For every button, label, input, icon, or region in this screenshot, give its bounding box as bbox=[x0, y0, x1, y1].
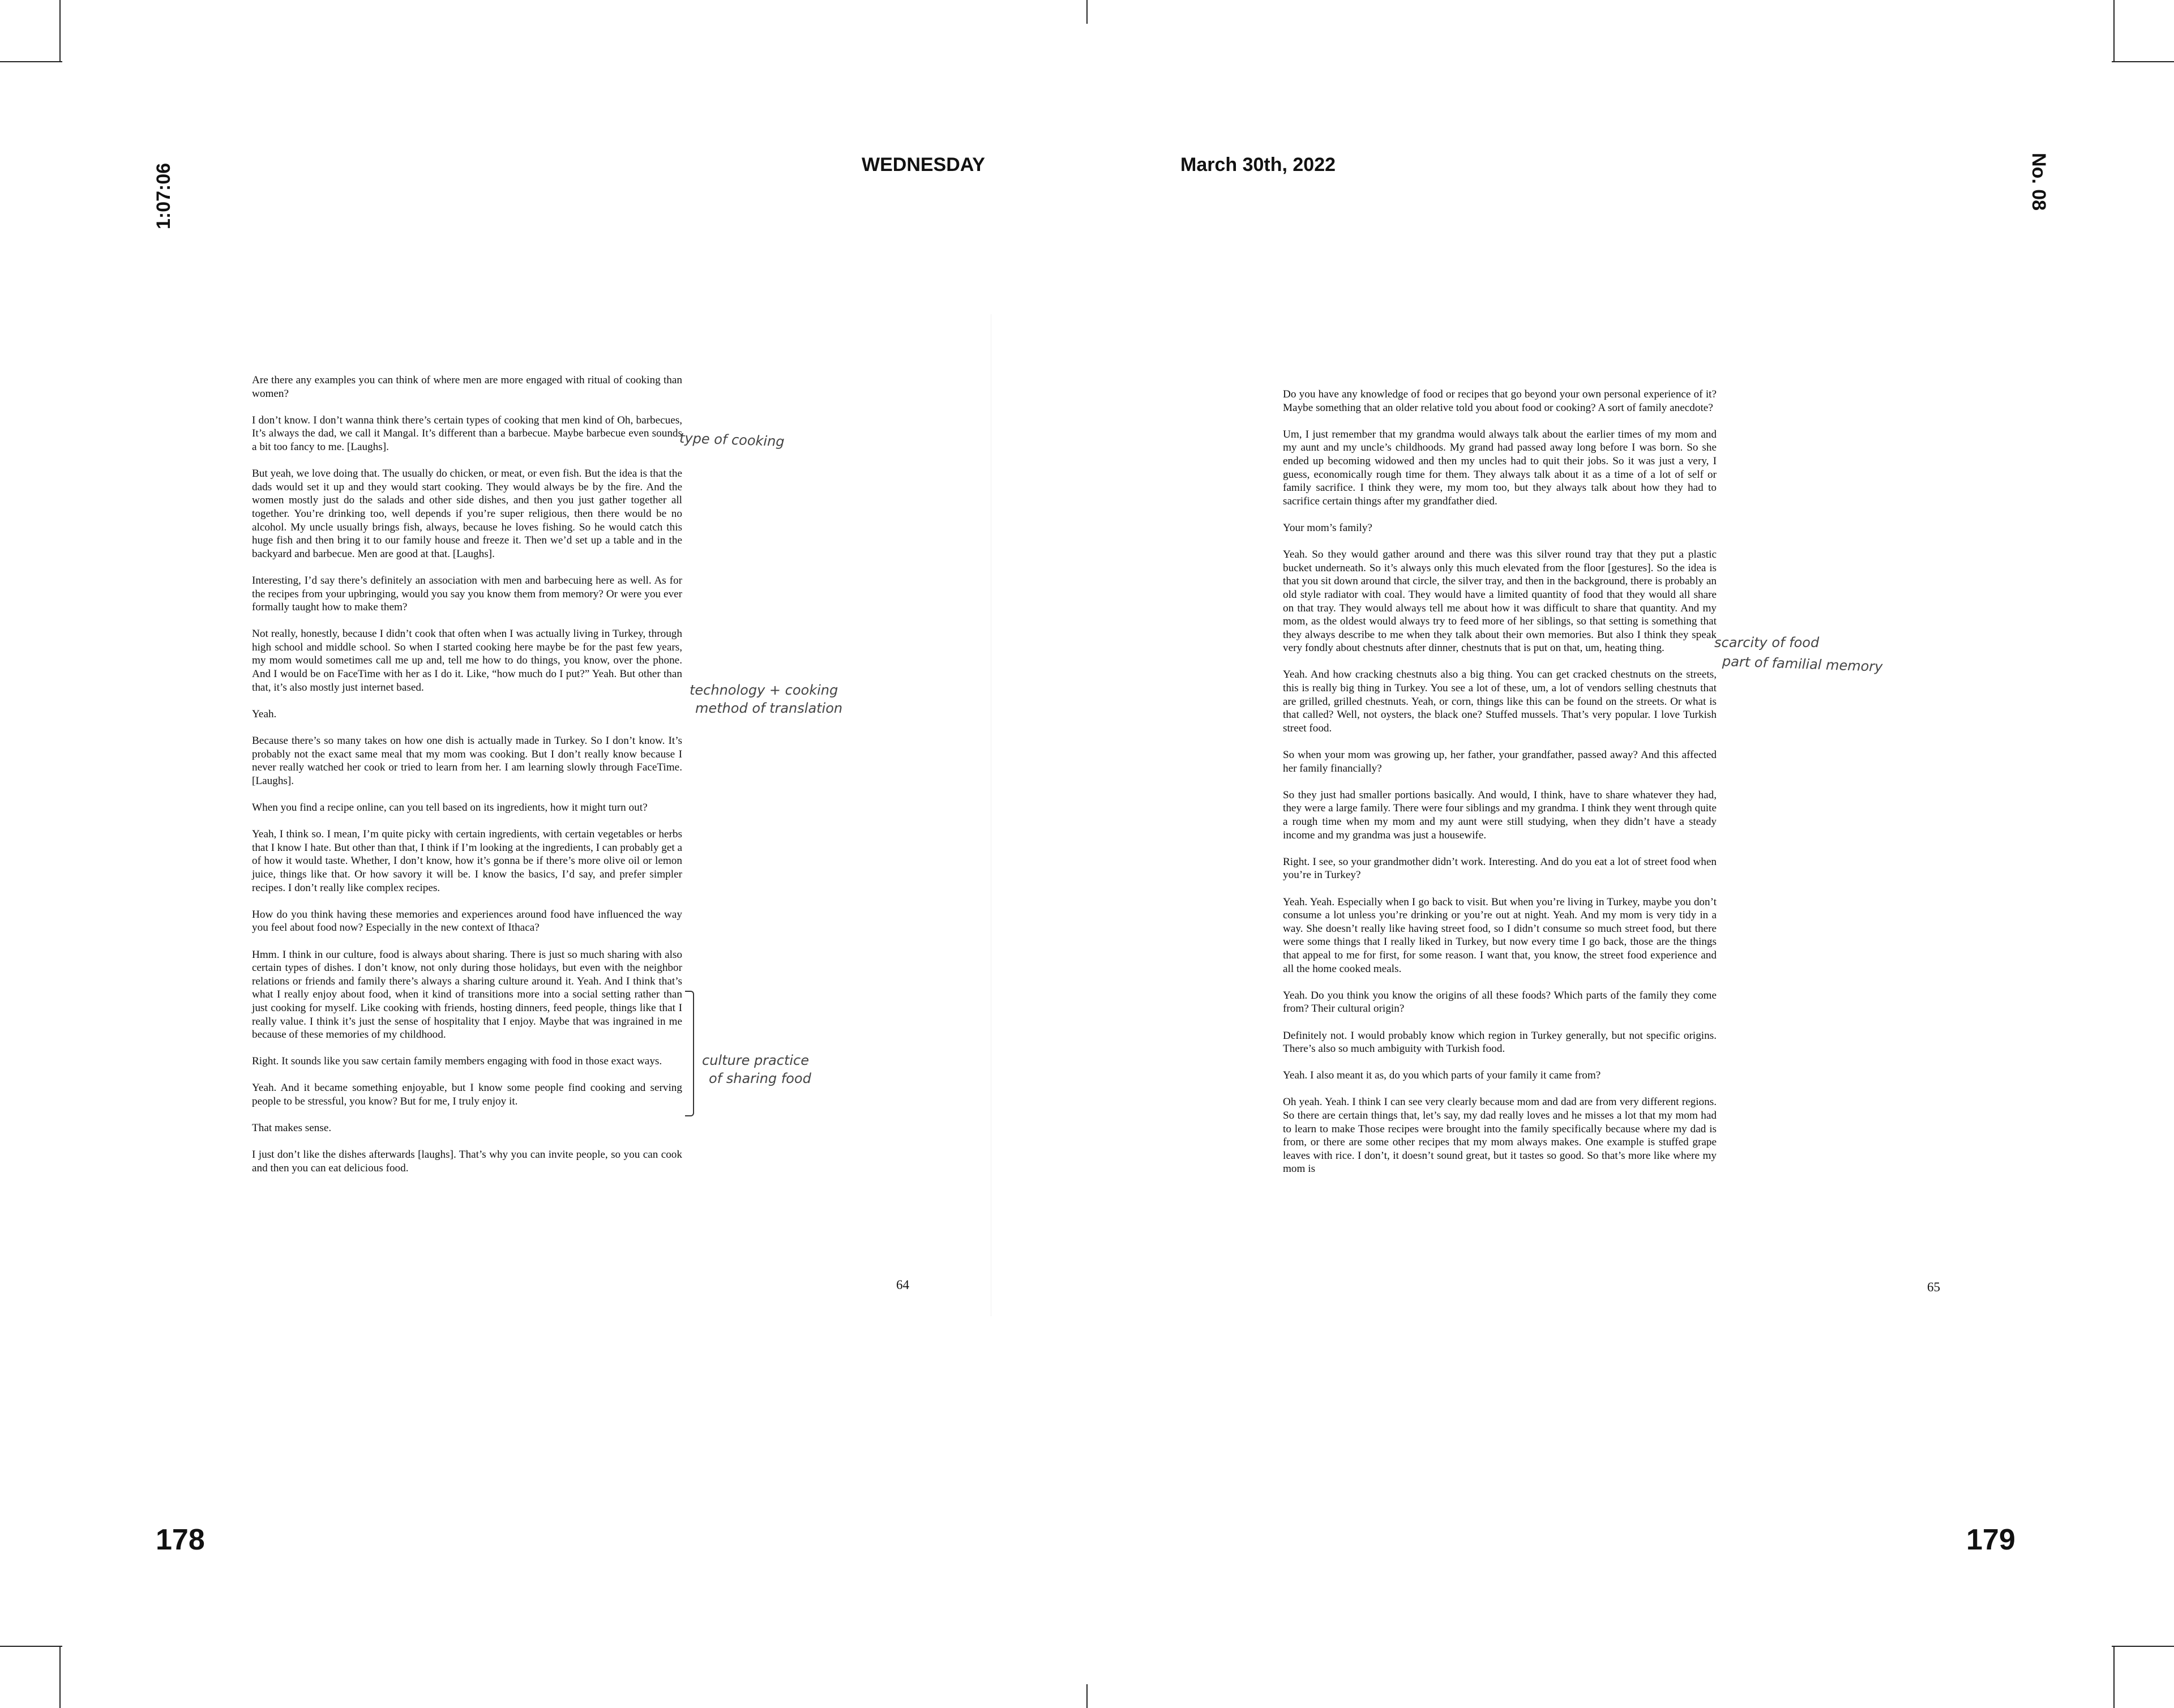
handwritten-note-scarcity: scarcity of food bbox=[1714, 635, 1820, 650]
paragraph: When you find a recipe online, can you tell based on its ingredients, how it might turn out? bbox=[252, 802, 648, 814]
handwritten-note-translation: method of translation bbox=[695, 700, 843, 716]
crop-mark bbox=[0, 1646, 62, 1647]
scan-page-number-right: 65 bbox=[1927, 1280, 1940, 1294]
handwritten-note-culture: culture practice bbox=[702, 1052, 809, 1068]
crop-mark bbox=[2112, 61, 2174, 62]
paragraph: So when your mom was growing up, her father, your grandfather, passed away? And this affected her family financially? bbox=[1283, 749, 1717, 774]
paragraph: Yeah. I also meant it as, do you which parts of your family it came from? bbox=[1283, 1069, 1601, 1082]
paragraph: Yeah. And how cracking chestnuts also a big thing. You can get cracked chestnuts on the streets, this is really big thing in Turkey. You see a lot of these, um, a lot of vendors selling chestnuts that are grilled, grilled chestnuts. Yeah, or corn, things like this can be found on the streets. Or what is that called? Well, not oysters, the black one? Stuffed mussels. That’s very popular. I love Turkish street food. bbox=[1283, 669, 1717, 734]
handwritten-note-familial-memory: part of familial memory bbox=[1722, 653, 1883, 675]
paragraph: Are there any examples you can think of where men are more engaged with ritual of cooking than women? bbox=[252, 374, 682, 400]
crop-mark bbox=[0, 61, 62, 62]
paragraph: Your mom’s family? bbox=[1283, 521, 1372, 534]
paragraph: Definitely not. I would probably know which region in Turkey generally, but not specific origins. There’s also so much ambiguity with Turkish food. bbox=[1283, 1029, 1717, 1055]
crop-mark bbox=[2112, 1646, 2174, 1647]
annotation-bracket bbox=[685, 991, 694, 1116]
right-page-text bbox=[1283, 388, 1717, 1189]
crop-mark bbox=[59, 1646, 61, 1708]
crop-mark bbox=[2113, 0, 2115, 62]
page-number-left: 178 bbox=[156, 1523, 205, 1556]
paragraph: Yeah, I think so. I mean, I’m quite picky with certain ingredients, with certain vegetables or herbs that I know I hate. But other than that, I think if I’m looking at the ingredients, I can probably get a of how it would taste. Whether, I don’t know, how it’s gonna be if there’s more olive oil or lemon juice, things like that. Or how savory it will be. I know the basics, I’d say, and prefer simpler recipes. I don’t really like complex recipes. bbox=[252, 828, 682, 894]
paragraph: Um, I just remember that my grandma would always talk about the earlier times of my mom and my aunt and my uncle’s childhoods. My grand had passed away long before I was born. So she ended up becoming widowed and then my uncles had to quit their jobs. So it was just a very, I guess, economically rough time for them. They always talk about it as a time of a lot of self or family sacrifice. I think they were, my mom too, but they always talk about how they had to sacrifice certain things after my grandfather died. bbox=[1283, 428, 1717, 507]
crop-mark bbox=[1086, 1684, 1088, 1708]
handwritten-note-technology: technology + cooking bbox=[690, 682, 838, 698]
handwritten-note-sharing-food: of sharing food bbox=[709, 1071, 811, 1086]
paragraph: Right. I see, so your grandmother didn’t work. Interesting. And do you eat a lot of street food when you’re in Turkey? bbox=[1283, 855, 1717, 881]
paragraph: But yeah, we love doing that. The usually do chicken, or meat, or even fish. But the idea is that the dads would set it up and they would start cooking. They would always be by the fire. And the women mostly just do the salads and other side dishes, and then you just gather together all together. You’re drinking too, well depends if you’re super religious, then there would be no alcohol. My uncle usually brings fish, always, because he loves fishing. So he would catch this huge fish and then bring it to our family house and freeze it. Then we’d set up a table and in the backyard and barbecue. Men are good at that. [Laughs]. bbox=[252, 468, 682, 560]
paragraph: So they just had smaller portions basically. And would, I think, have to share whatever they had, they were a large family. There were four siblings and my grandma. I think they went through quite a rough time when my mom and my aunt were still studying, when they didn’t have a steady income and my grandma was just a housewife. bbox=[1283, 789, 1717, 841]
handwritten-note-type-of-cooking: type of cooking bbox=[679, 430, 785, 450]
header-date: March 30th, 2022 bbox=[1180, 154, 1336, 175]
issue-number-vertical: No. 08 bbox=[2028, 153, 2049, 211]
paragraph: Yeah. Do you think you know the origins of all these foods? Which parts of the family they come from? Their cultural origin? bbox=[1283, 989, 1717, 1015]
paragraph: Right. It sounds like you saw certain family members engaging with food in those exact ways. bbox=[252, 1055, 662, 1068]
paragraph: Not really, honestly, because I didn’t cook that often when I was actually living in Turkey, through high school and middle school. So when I started cooking here maybe be for the past few years, my mom would sometimes call me up and, tell me how to do things, you know, over the phone. And I would be on FaceTime with her as I do it. Like, “how much do I put?” Yeah. But other than that, it’s also mostly just internet based. bbox=[252, 628, 682, 694]
paragraph: Yeah. Yeah. Especially when I go back to visit. But when you’re living in Turkey, maybe you don’t consume a lot unless you’re drinking or you’re out at night. Yeah. And my mom is very tidy in a way. She doesn’t really like having street food, so I didn’t consume so much street food, but there were some things that I really liked in Turkey, but now every time I go back, those are the things that appeal to me for first, for some reason. I want that, you know, the street food experience and all the home cooked meals. bbox=[1283, 896, 1717, 975]
paragraph: That makes sense. bbox=[252, 1122, 332, 1135]
paragraph: How do you think having these memories and experiences around food have influenced the way you feel about food now? Especially in the new context of Ithaca? bbox=[252, 908, 682, 934]
paragraph: Do you have any knowledge of food or recipes that go beyond your own personal experience of it? Maybe something that an older relative told you about food or cooking? A sort of family anecdote? bbox=[1283, 388, 1717, 414]
paragraph: Hmm. I think in our culture, food is always about sharing. There is just so much sharing with also certain types of dishes. I don’t know, not only during those holidays, but even with the neighbor relations or friends and family there’s always a sharing culture around it. Yeah. And I think that’s what I really enjoy about food, when it kind of transitions more into a social setting rather than just cooking for myself. Like cooking with friends, hosting dinners, feed people, things like that I really value. I think it’s just the sense of hospitality that I enjoy. Maybe that was ingrained in me because of these memories of my childhood. bbox=[252, 948, 682, 1041]
crop-mark bbox=[1086, 0, 1088, 24]
header-day: WEDNESDAY bbox=[862, 154, 985, 175]
page-number-right: 179 bbox=[1966, 1523, 2015, 1556]
timestamp-vertical: 1:07:06 bbox=[153, 162, 174, 229]
paragraph: Yeah. So they would gather around and there was this silver round tray that they put a plastic bucket underneath. So it’s always only this much elevated from the floor [gestures]. So the idea is that you sit down around that circle, the silver tray, and then in the background, there is probably an old style radiator with coal. They would have a limited quantity of food that they would all share on that tray. They would always tell me about how it was difficult to share that quantity. And my mom, as the oldest would always try to feed more of her siblings, so that setting is something that they always describe to me when they talk about their own memories. But also I think they speak very fondly about chestnuts after dinner, chestnuts that is put on that, um, heating thing. bbox=[1283, 549, 1717, 654]
crop-mark bbox=[2113, 1646, 2115, 1708]
paragraph: Because there’s so many takes on how one dish is actually made in Turkey. So I don’t know. It’s probably not the exact same meal that my mom was cooking. But I don’t really know because I never really watched her cook or tried to learn from her. I am learning slowly through FaceTime. [Laughs]. bbox=[252, 735, 682, 787]
paragraph: I just don’t like the dishes afterwards [laughs]. That’s why you can invite people, so you can cook and then you can eat delicious food. bbox=[252, 1149, 682, 1175]
paragraph: I don’t know. I don’t wanna think there’s certain types of cooking that men kind of Oh, barbecues, It’s always the dad, we call it Mangal. It’s different than a barbecue. Maybe barbecue even sounds a bit too fancy to me. [Laughs]. bbox=[252, 414, 682, 453]
crop-mark bbox=[59, 0, 61, 62]
paragraph: Yeah. bbox=[252, 708, 277, 720]
left-page-text bbox=[252, 374, 682, 1188]
paragraph: Oh yeah. Yeah. I think I can see very clearly because mom and dad are from very different regions. So there are certain things that, let’s say, my dad really loves and he misses a lot that my mom had to learn to make Those recipes were brought into the family specifically because where my dad is from, or there are some other recipes that my mom always makes. One example is stuffed grape leaves with rice. I don’t, it doesn’t sound great, but it tastes so good. So that’s more like where my mom is bbox=[1283, 1096, 1717, 1175]
paragraph: Yeah. And it became something enjoyable, but I know some people find cooking and serving people to be stressful, you know? But for me, I truly enjoy it. bbox=[252, 1082, 682, 1108]
paragraph: Interesting, I’d say there’s definitely an association with men and barbecuing here as well. As for the recipes from your upbringing, would you say you know them from memory? Or were you ever formally taught how to make them? bbox=[252, 574, 682, 614]
scan-page-number-left: 64 bbox=[896, 1278, 909, 1292]
